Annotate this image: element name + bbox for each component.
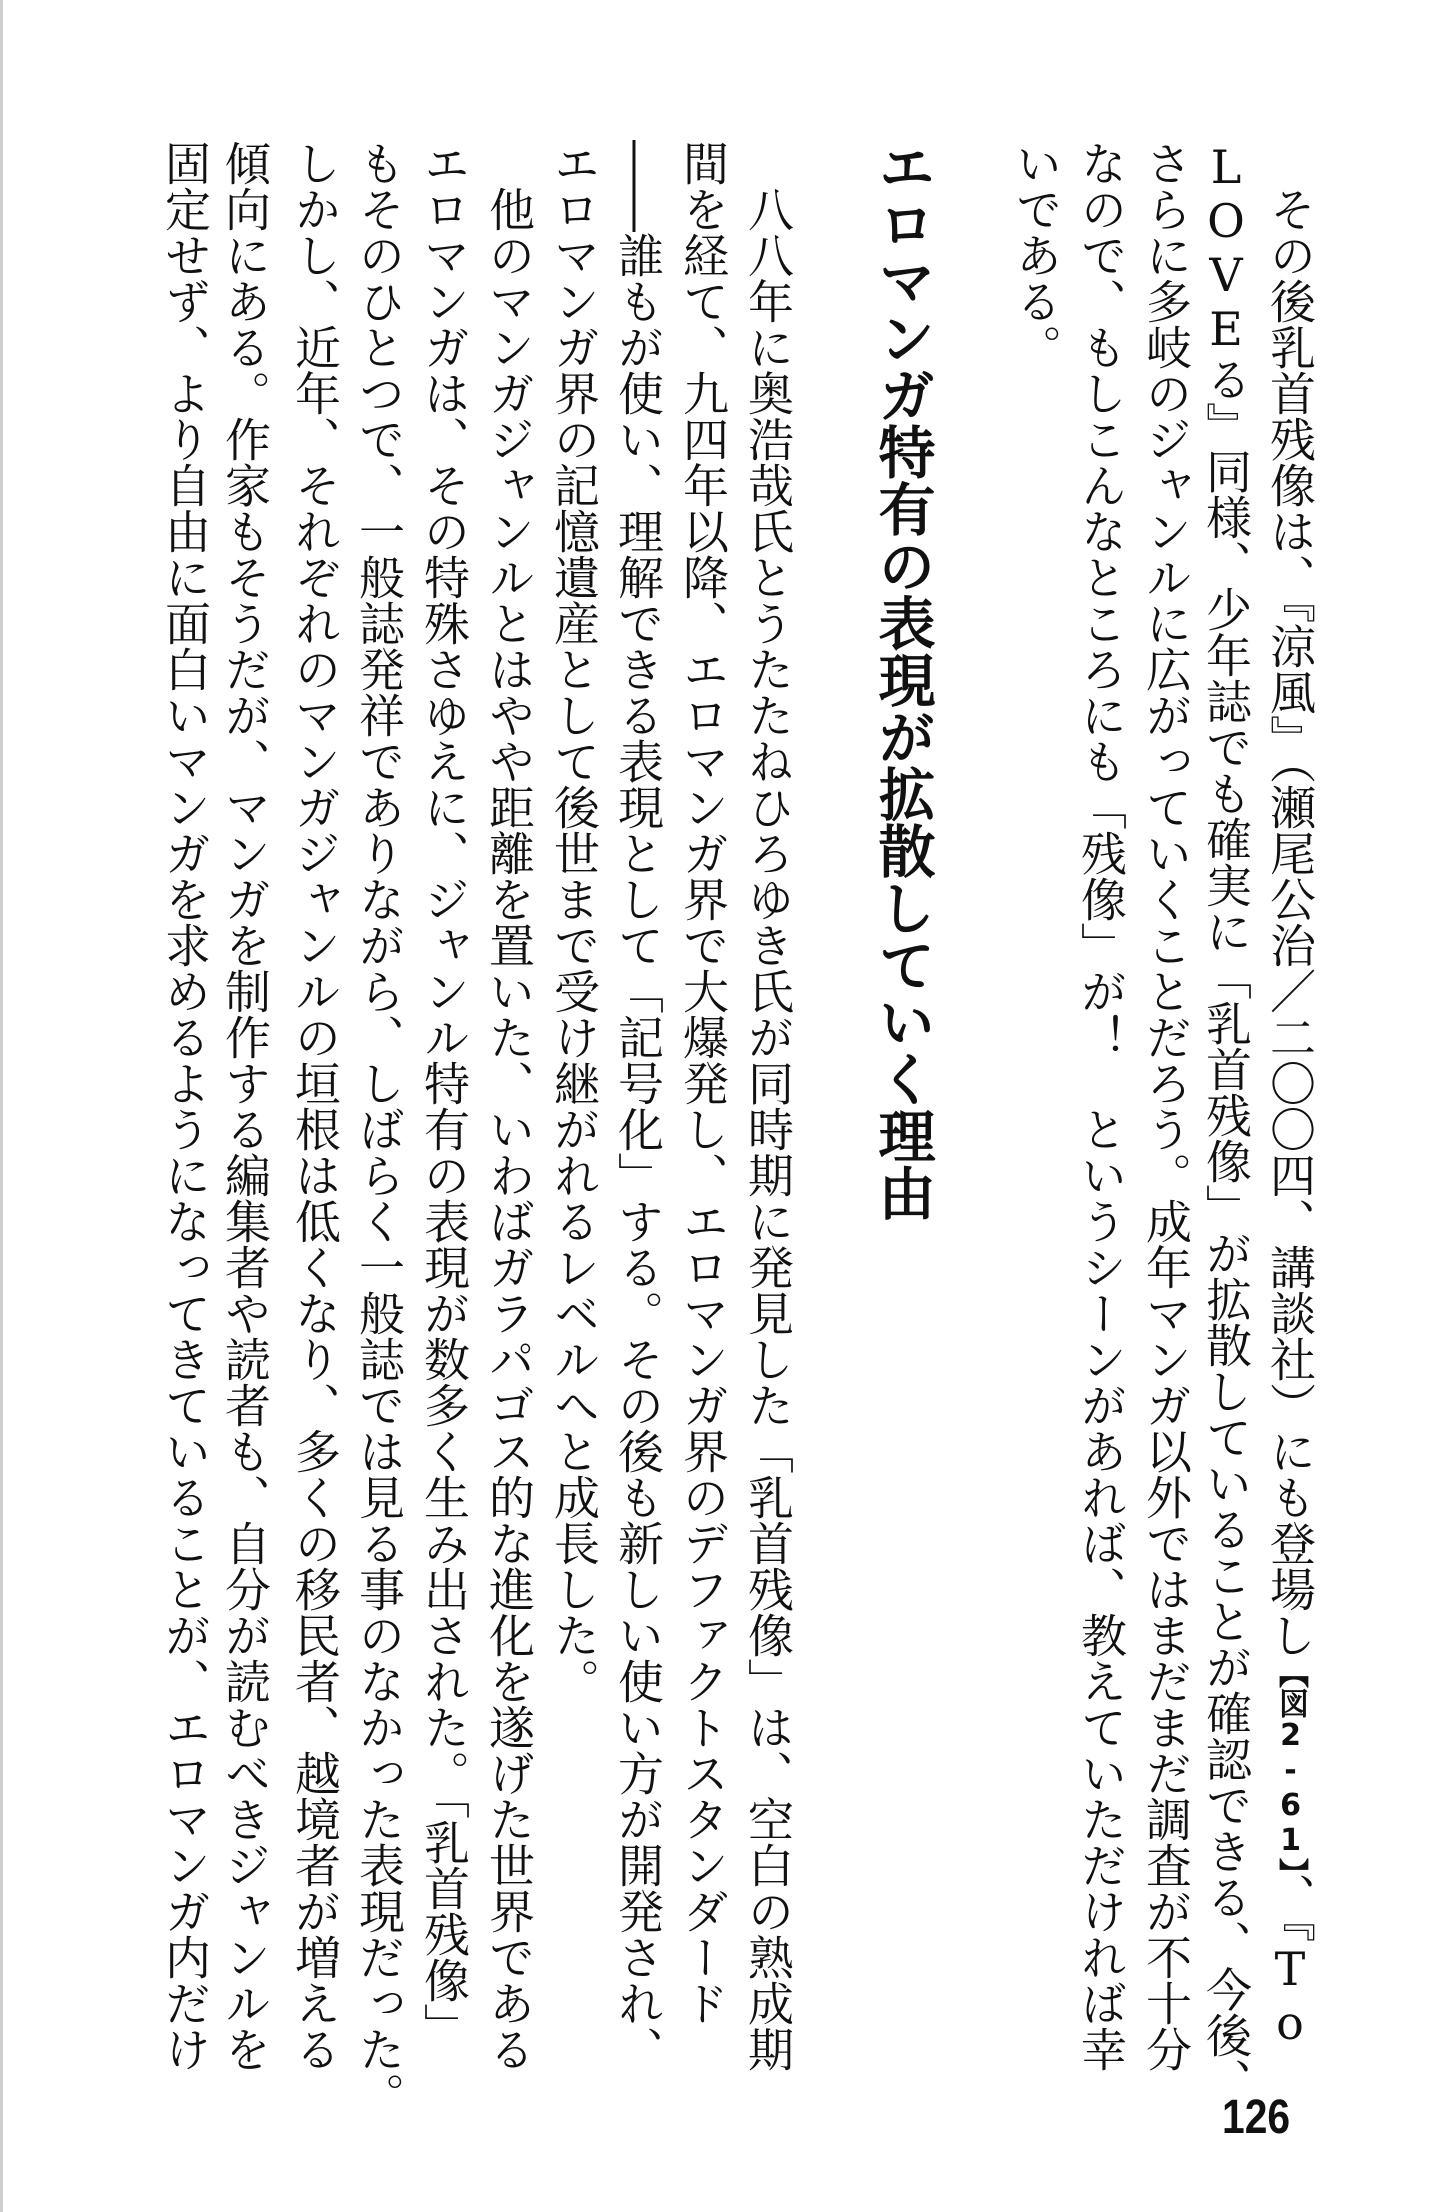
body-text-column: 八八年に奥浩哉氏とうたたねひろゆき氏が同時期に発見した「乳首残像」は、空白の熟成期 — [741, 186, 795, 2072]
page-number: 126 — [1222, 2091, 1291, 2144]
body-text-column: 固定せず、より自由に面白いマンガを求めるようになってきていることが、エロマンガ内だけ — [158, 140, 212, 2072]
body-text-column: いである。 — [1009, 140, 1063, 370]
body-text-column: エロマンガは、その特殊さゆえに、ジャンル特有の表現が数多く生み出された。「乳首残像」 — [417, 140, 471, 2049]
body-text-column: 間を経て、九四年以降、エロマンガ界で大爆発し、エロマンガ界のデファクトスタンダード — [676, 140, 730, 2026]
body-text-column: しかし、近年、それぞれのマンガジャンルの垣根は低くなり、多くの移民者、越境者が増える — [288, 140, 342, 2072]
body-text-column: ――誰もが使い、理解できる表現として「記号化」する。その後も新しい使い方が開発され、 — [611, 140, 665, 2072]
body-text-column: なので、もしこんなところにも「残像」が！ というシーンがあれば、教えていただければ幸 — [1074, 140, 1128, 2072]
body-text-column: 他のマンガジャンルとはやや距離を置いた、いわばガラパゴス的な進化を遂げた世界である — [482, 186, 536, 2072]
body-text-column: さらに多岐のジャンルに広がっていくことだろう。成年マンガ以外ではまだまだ調査が不十分 — [1139, 140, 1193, 2072]
page-edge — [0, 0, 3, 2212]
body-text-column: エロマンガ界の記憶遺産として後世まで受け継がれるレベルへと成長した。 — [547, 140, 601, 1704]
body-text-column: 傾向にある。作家もそうだが、マンガを制作する編集者や読者も、自分が読むべきジャンルを — [218, 140, 272, 2072]
figure-reference: 【図2-61】 — [1273, 1658, 1308, 1873]
body-text: 、『To — [1263, 1873, 1317, 2050]
body-text-column — [1265, 140, 1315, 2186]
body-text-column: もそのひとつで、一般誌発祥でありながら、しばらく一般誌では見る事のなかった表現だった。 — [352, 140, 406, 2118]
body-text-column: LOVEる』同様、少年誌でも確実に「乳首残像」が拡散していることが確認できる、今後、 — [1199, 140, 1253, 2104]
section-heading: エロマンガ特有の表現が拡散していく理由 — [869, 138, 935, 1221]
body-text: その後乳首残像は、『涼風』（瀬尾公治／二〇〇四、講談社）にも登場し — [1263, 186, 1317, 1658]
